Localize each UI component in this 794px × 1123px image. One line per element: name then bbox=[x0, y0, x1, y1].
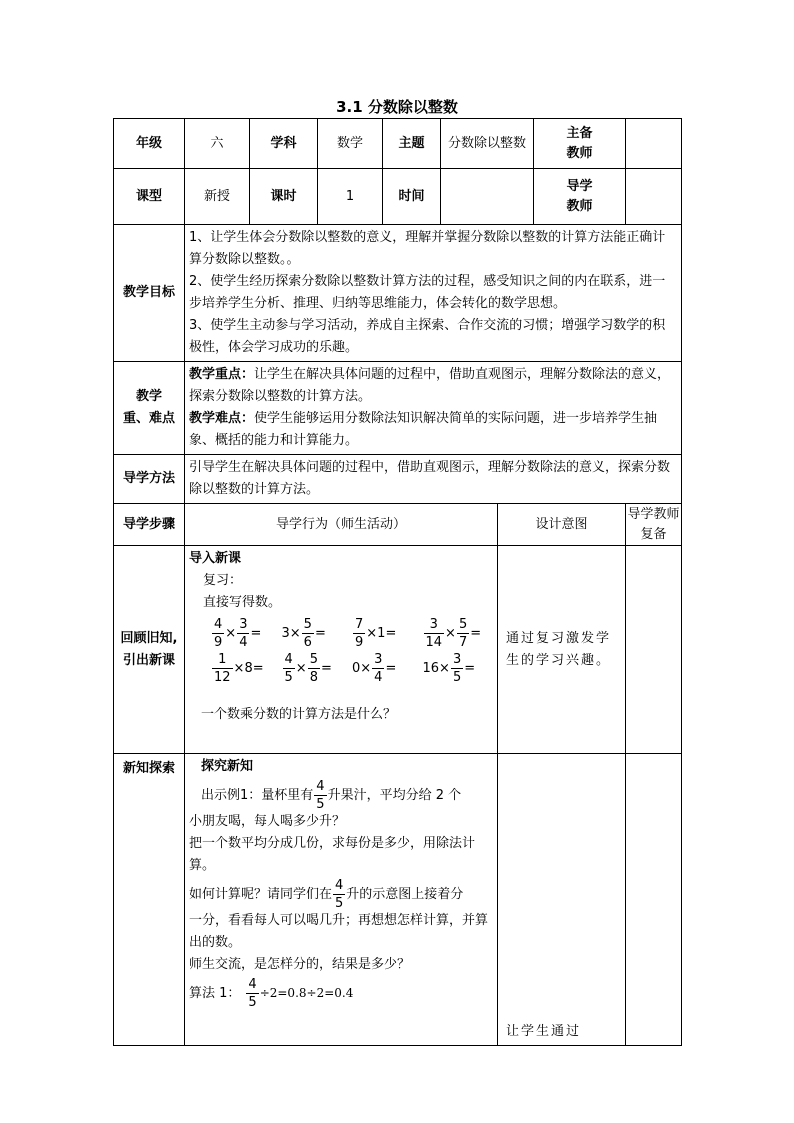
keypoints-row bbox=[114, 362, 682, 455]
step1-review: 复习： bbox=[203, 573, 243, 588]
review-header: 导学教师复备 bbox=[626, 504, 682, 546]
example-pre: 出示例1：量杯里有 bbox=[201, 788, 314, 803]
expression-operator: ×8= bbox=[233, 660, 264, 676]
intent-header: 设计意图 bbox=[498, 504, 626, 546]
step1-heading: 导入新课 bbox=[189, 551, 242, 566]
fraction bbox=[246, 978, 258, 1009]
step1-content bbox=[185, 546, 498, 754]
fraction-numerator: 4 bbox=[214, 617, 223, 632]
step1-intent: 通过复习激发学生的学习兴趣。 bbox=[498, 546, 626, 754]
expression bbox=[423, 618, 494, 649]
step2-heading: 探究新知 bbox=[201, 759, 254, 774]
expression-prefix: 0× bbox=[352, 660, 372, 676]
fraction-denominator: 6 bbox=[303, 635, 312, 650]
topic-label: 主题 bbox=[383, 119, 441, 169]
keypoints-label-line1: 教学 bbox=[135, 389, 162, 404]
subject-label: 学科 bbox=[250, 119, 318, 169]
topic-value: 分数除以整数 bbox=[441, 119, 534, 169]
expression-equals: = bbox=[470, 625, 482, 641]
step2-p2 bbox=[189, 879, 493, 910]
fraction bbox=[302, 618, 314, 649]
fraction-numerator: 3 bbox=[374, 652, 383, 667]
focus-label: 教学重点： bbox=[189, 367, 255, 382]
goals-row bbox=[114, 225, 682, 362]
step2-content bbox=[185, 754, 498, 1046]
expression-equals: = bbox=[314, 625, 326, 641]
step2-example bbox=[189, 780, 493, 811]
step1-row bbox=[114, 546, 682, 754]
expression-operator: ×1= bbox=[366, 625, 397, 641]
expression-operator: × bbox=[445, 625, 456, 641]
expression bbox=[282, 618, 353, 649]
goal-item: 3、使学生主动参与学习活动，养成自主探索、合作交流的习惯；增强学习数学的积极性，体会学习成功的乐趣。 bbox=[189, 318, 666, 355]
fraction-denominator: 12 bbox=[214, 670, 231, 685]
fraction-denominator: 5 bbox=[452, 670, 462, 685]
fraction-denominator: 14 bbox=[425, 635, 443, 650]
goal-item: 1、让学生体会分数除以整数的意义，理解并掌握分数除以整数的计算方法能正确计算分数除以整数。。 bbox=[189, 230, 666, 267]
fraction bbox=[283, 653, 295, 684]
page-title: 3.1 分数除以整数 bbox=[336, 98, 458, 116]
fraction-numerator: 3 bbox=[429, 617, 438, 632]
expression-prefix: 16× bbox=[422, 660, 450, 676]
step1-question: 一个数乘分数的计算方法是什么？ bbox=[201, 707, 397, 722]
expression-row bbox=[189, 618, 493, 649]
lesson-plan-table bbox=[113, 118, 682, 1046]
fraction bbox=[237, 618, 249, 649]
guide-teacher-label: 导学教师 bbox=[534, 169, 626, 225]
expression-equals: = bbox=[464, 660, 476, 676]
fraction-denominator: 5 bbox=[316, 797, 325, 812]
fraction-numerator: 7 bbox=[355, 617, 364, 632]
expression-equals: = bbox=[385, 660, 397, 676]
expression bbox=[282, 653, 353, 684]
time-value bbox=[441, 169, 534, 225]
fraction-numerator: 4 bbox=[284, 652, 293, 667]
difficulty-paragraph bbox=[189, 408, 677, 452]
focus-text: 让学生在解决具体问题的过程中，借助直观图示，理解分数除法的意义，探索分数除以整数的计算方法。 bbox=[189, 367, 671, 404]
lead-teacher-value bbox=[626, 119, 682, 169]
step2-intent: 让学生通过 bbox=[498, 754, 626, 1046]
goals-content bbox=[185, 225, 682, 362]
calc-pre: 算法 1： bbox=[189, 986, 241, 1001]
type-label: 课型 bbox=[114, 169, 185, 225]
grade-label: 年级 bbox=[114, 119, 185, 169]
fraction bbox=[212, 653, 233, 684]
expression-operator: × bbox=[225, 625, 237, 641]
fraction bbox=[333, 879, 345, 910]
fraction-numerator: 4 bbox=[248, 977, 257, 992]
type-value: 新授 bbox=[185, 169, 250, 225]
expression bbox=[352, 653, 423, 684]
grade-value: 六 bbox=[185, 119, 250, 169]
expression-operator: × bbox=[295, 660, 307, 676]
fraction bbox=[424, 618, 445, 649]
method-row bbox=[114, 455, 682, 504]
fraction-denominator: 9 bbox=[355, 635, 364, 650]
period-label: 课时 bbox=[250, 169, 318, 225]
fraction-denominator: 4 bbox=[374, 670, 383, 685]
step1-instruction: 直接写得数。 bbox=[203, 595, 282, 610]
fraction-denominator: 5 bbox=[335, 896, 344, 911]
difficulty-text: 使学生能够运用分数除法知识解决简单的实际问题，进一步培养学生抽象、概括的能力和计算能力。 bbox=[189, 411, 658, 448]
header-row-2 bbox=[114, 169, 682, 225]
fraction-numerator: 5 bbox=[303, 617, 312, 632]
step1-label-line2: 引出新课 bbox=[122, 652, 175, 668]
goal-item: 2、使学生经历探索分数除以整数计算方法的过程，感受知识之间的内在联系，进一步培养学生分析、推理、归纳等思维能力，体会转化的数学思想。 bbox=[189, 274, 666, 311]
fraction bbox=[353, 618, 365, 649]
step2-calc bbox=[189, 978, 493, 1009]
fraction-denominator: 9 bbox=[214, 635, 223, 650]
step2-review-cell bbox=[626, 754, 682, 1046]
time-label: 时间 bbox=[383, 169, 441, 225]
fraction-denominator: 7 bbox=[458, 635, 468, 650]
fraction-numerator: 1 bbox=[218, 652, 227, 667]
behavior-header: 导学行为（师生活动） bbox=[185, 504, 498, 546]
fraction-denominator: 5 bbox=[284, 670, 293, 685]
header-row-1 bbox=[114, 119, 682, 169]
period-value: 1 bbox=[318, 169, 383, 225]
p2-line2: 一分，看看每人可以喝几升；再想想怎样计算，并算出的数。 bbox=[189, 913, 489, 950]
expression bbox=[352, 618, 423, 649]
difficulty-label: 教学难点： bbox=[189, 411, 255, 426]
method-label: 导学方法 bbox=[114, 455, 185, 504]
keypoints-content bbox=[185, 362, 682, 455]
p2-post: 升的示意图上接着分 bbox=[346, 887, 464, 902]
goals-label: 教学目标 bbox=[114, 225, 185, 362]
lead-teacher-label: 主备教师 bbox=[534, 119, 626, 169]
step1-label bbox=[114, 546, 185, 754]
fraction-numerator: 4 bbox=[316, 779, 325, 794]
fraction bbox=[372, 653, 384, 684]
step2-p3: 师生交流，是怎样分的，结果是多少？ bbox=[189, 957, 411, 972]
fraction-denominator: 8 bbox=[309, 670, 318, 685]
expression bbox=[211, 618, 282, 649]
fraction bbox=[314, 780, 326, 811]
steps-header-label: 导学步骤 bbox=[114, 504, 185, 546]
fraction bbox=[451, 653, 463, 684]
fraction-numerator: 3 bbox=[452, 652, 462, 667]
step1-label-line1: 回顾旧知, bbox=[120, 630, 178, 646]
fraction bbox=[212, 618, 224, 649]
expression-equals: = bbox=[250, 625, 262, 641]
method-text: 引导学生在解决具体问题的过程中，借助直观图示，理解分数除法的意义，探索分数除以整数的计算方法。 bbox=[185, 455, 682, 504]
fraction bbox=[457, 618, 469, 649]
guide-teacher-value bbox=[626, 169, 682, 225]
subject-value: 数学 bbox=[318, 119, 383, 169]
expression bbox=[211, 653, 282, 684]
step2-p1: 把一个数平均分成几份，求每份是多少，用除法计算。 bbox=[189, 836, 476, 873]
expression-equals: = bbox=[320, 660, 332, 676]
expression-row bbox=[189, 653, 493, 684]
fraction-numerator: 4 bbox=[335, 878, 344, 893]
keypoints-label bbox=[114, 362, 185, 455]
example-line2: 小朋友喝，每人喝多少升？ bbox=[189, 814, 346, 829]
keypoints-label-line2: 重、难点 bbox=[122, 411, 175, 426]
fraction-denominator: 4 bbox=[239, 635, 248, 650]
expression bbox=[423, 653, 494, 684]
focus-paragraph bbox=[189, 364, 677, 408]
step1-review-cell bbox=[626, 546, 682, 754]
fraction-denominator: 5 bbox=[248, 995, 257, 1010]
p2-pre: 如何计算呢？请同学们在 bbox=[189, 887, 333, 902]
steps-header-row bbox=[114, 504, 682, 546]
expression-prefix: 3× bbox=[281, 625, 301, 641]
calc-post: ÷2=0.8÷2=0.4 bbox=[259, 986, 354, 1000]
fraction-numerator: 5 bbox=[309, 652, 318, 667]
fraction-numerator: 3 bbox=[239, 617, 248, 632]
example-post: 升果汁，平均分给 2 个 bbox=[327, 788, 462, 803]
fraction-numerator: 5 bbox=[458, 617, 468, 632]
step2-label: 新知探索 bbox=[114, 754, 185, 1046]
fraction bbox=[308, 653, 320, 684]
step2-row bbox=[114, 754, 682, 1046]
